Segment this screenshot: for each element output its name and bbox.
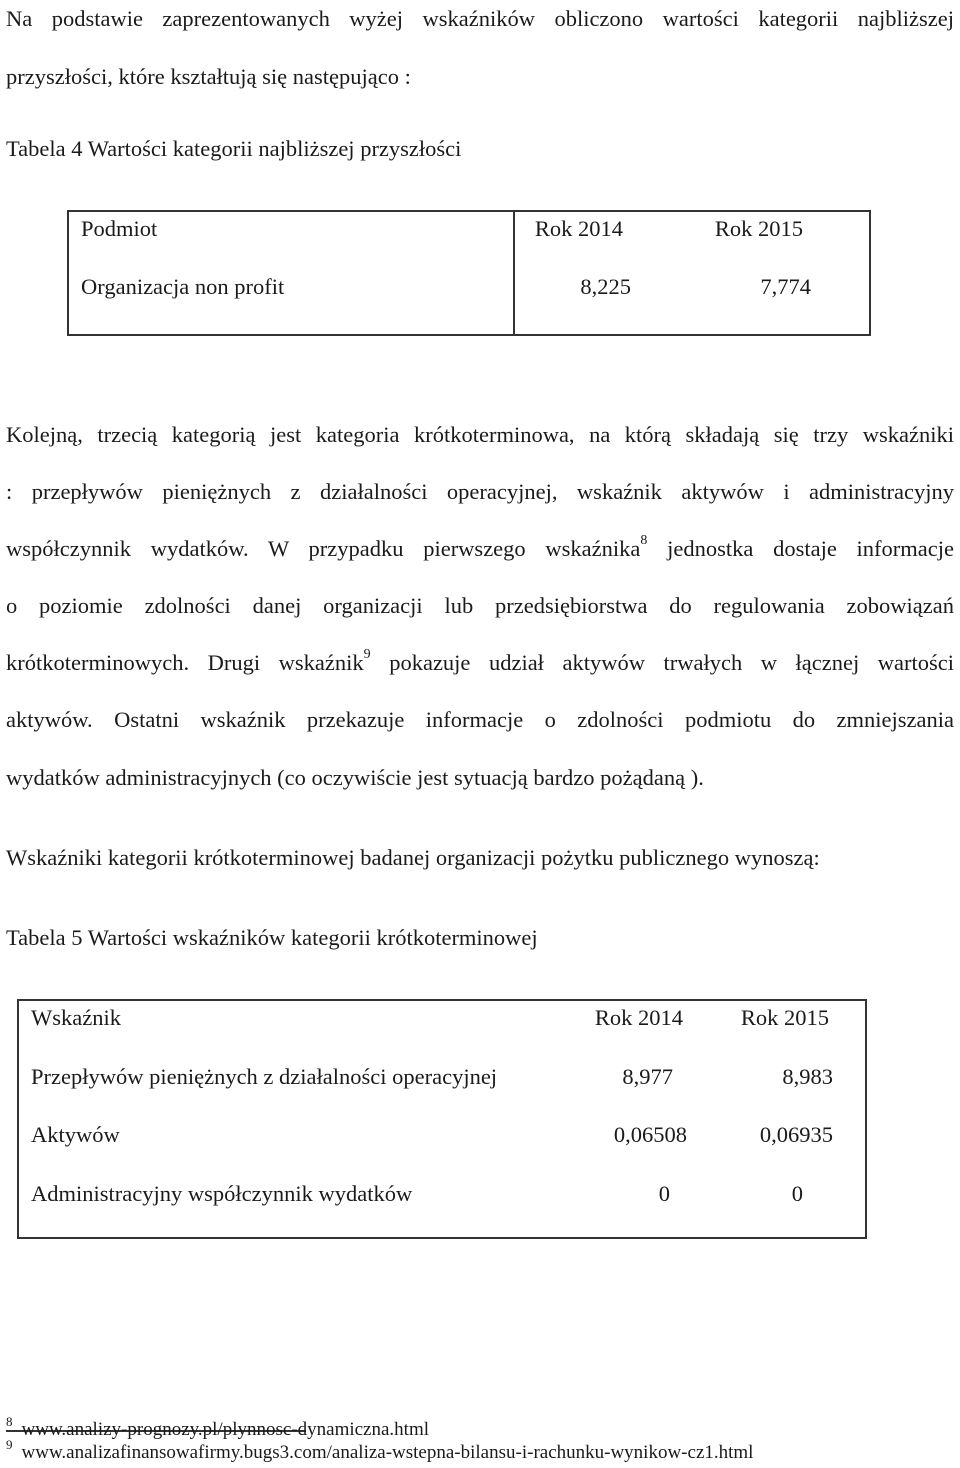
footnote-ref-9[interactable]: 9 <box>363 647 371 662</box>
table5-row-3-2015: 0 <box>791 1181 803 1206</box>
paragraph-line-4: o poziomie zdolności danej organizacji lub przedsiębiorstwa do regulowania zobowiązań <box>6 593 954 618</box>
table5 <box>17 999 867 1239</box>
paragraph-line-1: Kolejną, trzecią kategorią jest kategoria krótkoterminowa, na którą składają się trzy wskaźniki <box>6 422 954 447</box>
lead-sentence: Wskaźniki kategorii krótkoterminowej badanej organizacji pożytku publicznego wynoszą: <box>6 845 820 870</box>
footnote-8-mark: 8 <box>6 1414 13 1429</box>
paragraph-line-2: : przepływów pieniężnych z działalności operacyjnej, wskaźnik aktywów i administracyjny <box>6 479 954 504</box>
table4-header-2015: Rok 2015 <box>714 216 803 241</box>
table5-header-2014: Rok 2014 <box>594 1005 683 1030</box>
paragraph-line-3b: jednostka dostaje informacje <box>667 536 954 561</box>
intro-line-1: Na podstawie zaprezentowanych wyżej wskaźników obliczono wartości kategorii najbliższej <box>6 6 954 31</box>
table5-caption: Tabela 5 Wartości wskaźników kategorii krótkoterminowej <box>6 925 538 950</box>
table5-header-2015: Rok 2015 <box>740 1005 829 1030</box>
footnote-8 <box>6 1414 430 1441</box>
paragraph-line-7: wydatków administracyjnych (co oczywiście jest sytuacją bardzo pożądaną ). <box>6 765 704 790</box>
table5-row-3-label: Administracyjny współczynnik wydatków <box>31 1181 413 1206</box>
table4-header-subject: Podmiot <box>81 216 158 241</box>
intro-line-2: przyszłości, które kształtują się następująco : <box>6 64 411 89</box>
footnote-ref-8[interactable]: 8 <box>640 533 648 548</box>
paragraph-line-3 <box>6 533 954 562</box>
footnote-8-link[interactable]: www.analizy-prognozy.pl/plynnosc-dynamiczna.html <box>21 1419 430 1440</box>
paragraph-line-3a: współczynnik wydatków. W przypadku pierwszego wskaźnika <box>6 536 641 561</box>
footnote-9-link[interactable]: www.analizafinansowafirmy.bugs3.com/analiza-wstepna-bilansu-i-rachunku-wynikow-cz1.html <box>21 1442 754 1463</box>
table5-header-indicator: Wskaźnik <box>31 1005 121 1030</box>
table4-cell-subject: Organizacja non profit <box>81 274 285 299</box>
table5-row-1-2015: 8,983 <box>782 1064 833 1089</box>
paragraph-line-5a: krótkoterminowych. Drugi wskaźnik <box>6 650 364 675</box>
paragraph-line-6: aktywów. Ostatni wskaźnik przekazuje informacje o zdolności podmiotu do zmniejszania <box>6 707 954 732</box>
table5-row-3-2014: 0 <box>658 1181 670 1206</box>
table4-caption: Tabela 4 Wartości kategorii najbliższej przyszłości <box>6 136 462 161</box>
table4 <box>67 210 871 336</box>
table4-cell-2015: 7,774 <box>760 274 811 299</box>
table5-row-1-2014: 8,977 <box>622 1064 673 1089</box>
table5-row-1-label: Przepływów pieniężnych z działalności operacyjnej <box>31 1064 498 1089</box>
table5-row-2-2015: 0,06935 <box>759 1122 833 1147</box>
table5-row-2-2014: 0,06508 <box>613 1122 687 1147</box>
paragraph-line-5 <box>6 647 955 676</box>
table4-cell-2014: 8,225 <box>580 274 631 299</box>
footnote-9-mark: 9 <box>6 1437 13 1452</box>
table4-header-2014: Rok 2014 <box>534 216 623 241</box>
table5-row-2-label: Aktywów <box>31 1122 120 1147</box>
paragraph-line-5b: pokazuje udział aktywów trwałych w łącznej wartości <box>389 650 955 675</box>
footnote-9 <box>6 1437 754 1464</box>
